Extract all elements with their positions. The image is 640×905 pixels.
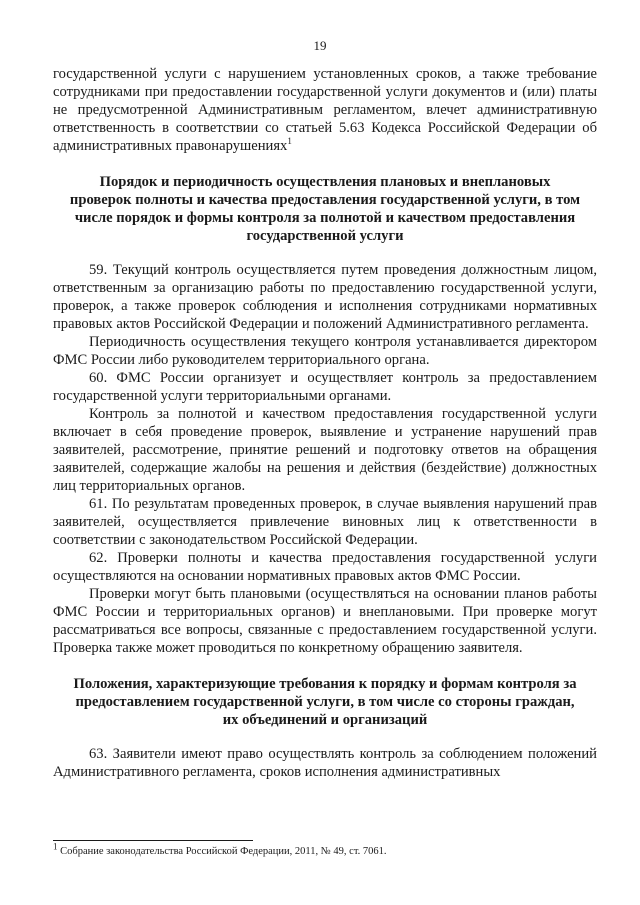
- paragraph-59: 59. Текущий контроль осуществляется путем проведения должностным лицом, ответственным за организацию работы по предоставлению государственной услуги, проверок, а также проверок соблюдения и исполнения сотрудниками нормативных правовых актов Российской Федерации и положений Административного регламента.: [53, 262, 597, 332]
- paragraph-62-checks: Проверки могут быть плановыми (осуществляться на основании планов работы ФМС России и территориальных органов) и внеплановыми. При проверке могут рассматриваться все вопросы, связанные с предоставлением государственной услуги. Проверка также может проводиться по конкретному обращению заявителя.: [53, 586, 597, 656]
- spacer: [53, 657, 597, 675]
- page-number: 19: [313, 38, 327, 53]
- paragraph-59-periodicity: Периодичность осуществления текущего контроля устанавливается директором ФМС России либо руководителем территориального органа.: [53, 334, 597, 368]
- paragraph-62: 62. Проверки полноты и качества предоставления государственной услуги осуществляются на основании нормативных правовых актов ФМС России.: [53, 550, 597, 584]
- section-heading-control-requirements: Положения, характеризующие требования к порядку и формам контроля за предоставлением государственной услуги, в том числе со стороны граждан, их объединений и организаций: [73, 676, 577, 728]
- section-heading-inspections: Порядок и периодичность осуществления плановых и внеплановых проверок полноты и качества предоставления государственной услуги, в том числе порядок и формы контроля за полнотой и качеством предоставления государственной услуги: [69, 174, 581, 244]
- footnote-reference[interactable]: 1: [287, 136, 292, 147]
- footnote-mark: 1: [53, 841, 58, 852]
- spacer: [53, 729, 597, 745]
- spacer: [53, 155, 597, 173]
- footnote: [53, 841, 597, 858]
- paragraph-60-control: Контроль за полнотой и качеством предоставления государственной услуги включает в себя проведение проверок, выявление и устранение нарушений прав заявителей, рассмотрение, принятие решений и подготовку ответов на обращения заявителей, содержащие жалобы на решения и действия (бездействие) должностных лиц территориальных органов.: [53, 406, 597, 494]
- paragraph-63: 63. Заявители имеют право осуществлять контроль за соблюдением положений Административного регламента, сроков исполнения административных: [53, 746, 597, 780]
- paragraph-continuation: [53, 65, 597, 155]
- paragraph-60: 60. ФМС России организует и осуществляет контроль за предоставлением государственной услуги территориальными органами.: [53, 370, 597, 404]
- footnote-divider: [53, 840, 253, 841]
- paragraph-61: 61. По результатам проведенных проверок, в случае выявления нарушений прав заявителей, осуществляется привлечение виновных лиц к ответственности в соответствии с законодательством Российской Федерации.: [53, 496, 597, 548]
- paragraph-continuation-text: государственной услуги с нарушением установленных сроков, а также требование сотрудниками при предоставлении государственной услуги документов и (или) платы не предусмотренной Административным регламентом, влечет административную ответственность в соответствии со статьей 5.63 Кодекса Российской Федерации об административных правонарушениях: [53, 66, 597, 154]
- page-body: [53, 65, 597, 781]
- footnote-text: Собрание законодательства Российской Федерации, 2011, № 49, ст. 7061.: [57, 846, 387, 857]
- spacer: [53, 245, 597, 261]
